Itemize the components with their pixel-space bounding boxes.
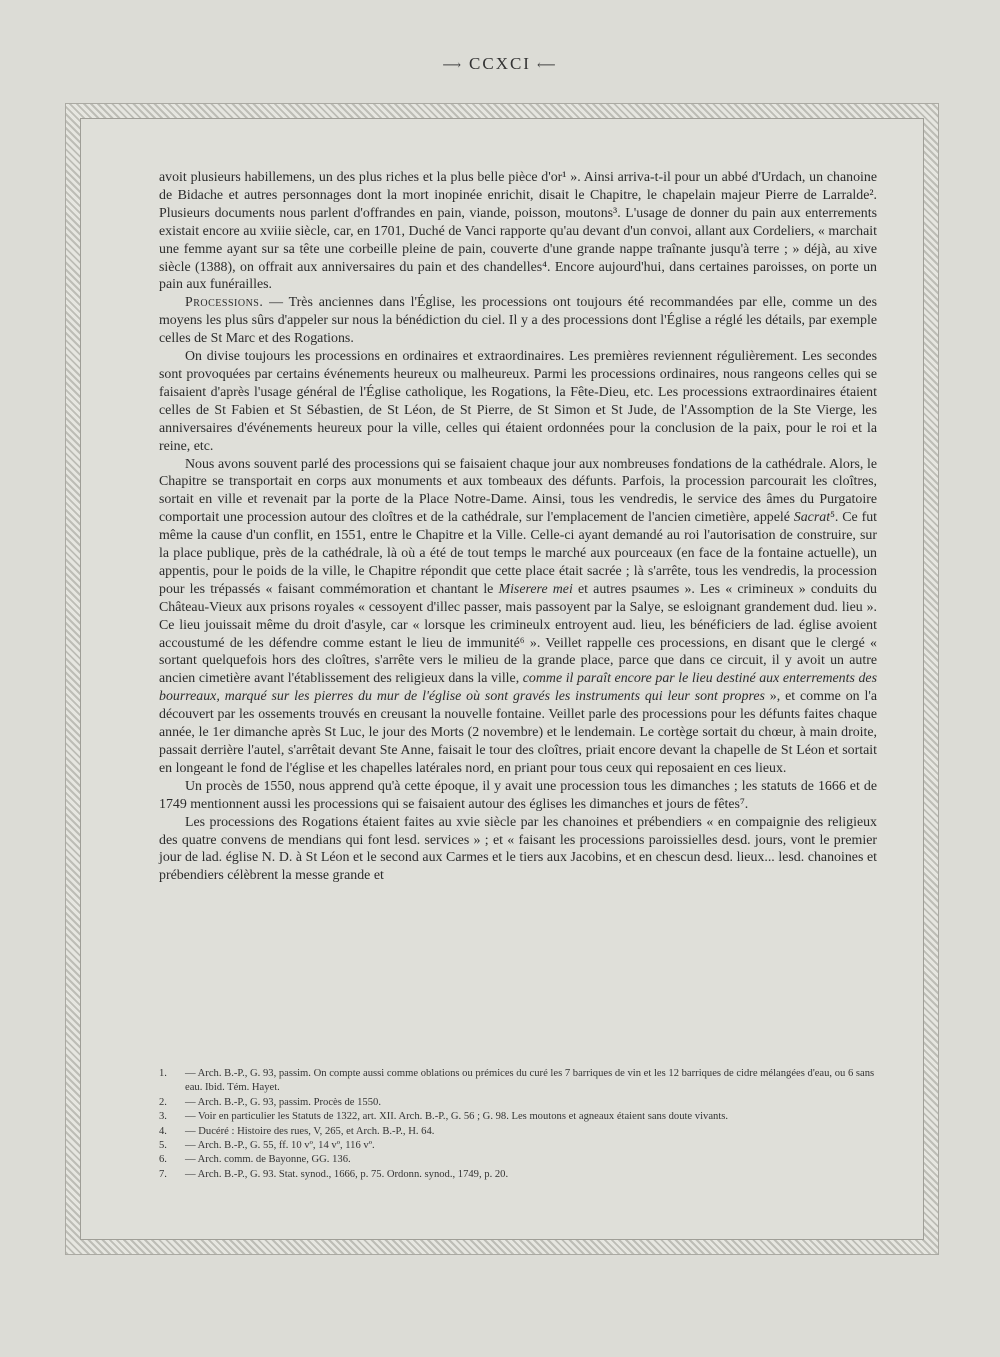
page-header — [0, 54, 1000, 74]
paragraph-ordinary-extraordinary: On divise toujours les processions en ordinaires et extraordinaires. Les premières reviennent régulièrement. Les secondes sont provoquées par certains événements heureux ou malheureux. Parmi les processions ordinaires, nous rangeons celles qui se faisaient d'après l'usage général de l'Église catholique, les Rogations, la Fête-Dieu, etc. Les processions extraordinaires étaient celles de St Fabien et St Sébastien, de St Léon, de St Pierre, de St Simon et St Jude, de l'Assomption de la Ste Vierge, les anniversaires d'événements heureux pour la ville, celles qui étaient ordonnées pour la conclusion de la paix, pour le roi et la reine, etc. — [159, 349, 877, 454]
footnote — [159, 1096, 877, 1110]
paragraph-processions-text: — Très anciennes dans l'Église, les processions ont toujours été recommandées par elle, comme un des moyens les plus sûrs d'appeler sur nous la bénédiction du ciel. Il y a des processions dont l'Église a réglé les détails, par exemple celles de St Marc et des Rogations. — [159, 295, 877, 347]
footnote-number: 3. — [159, 1111, 167, 1123]
footnote — [159, 1139, 877, 1153]
footnote-text: — Arch. B.-P., G. 93. Stat. synod., 1666, p. 75. Ordonn. synod., 1749, p. 20. — [185, 1168, 509, 1180]
italic-quote: comme il paraît encore par le lieu destiné aux enterrements des bourreaux, marqué sur les pierres du mur de l'église où sont gravés les instruments qui leur sont propres — [159, 671, 877, 705]
text-segment: ⁵. Ce fut même la cause d'un conflit, en 1551, entre le Chapitre et la Ville. Celle-ci ayant demandé au roi l'autorisation de construire, sur la place publique, près de la cathédrale, là où a été de tout temps le marché aux pourceaux (en face de la fontaine actuelle), un appentis, pour le poids de la ville, le Chapitre répondit que cette place était sacrée ; là s'arrête, tous les vendredis, la procession pour les trépassés « faisant commémoration et chantant le — [159, 510, 877, 597]
footnote-text: — Voir en particulier les Statuts de 1322, art. XII. Arch. B.-P., G. 56 ; G. 98. Les moutons et agneaux étaient sans doute vivants. — [185, 1111, 729, 1123]
paragraph-cathedral-processions — [159, 456, 877, 778]
footnote-text: — Arch. B.-P., G. 55, ff. 10 vº, 14 vº, 116 vº. — [185, 1140, 375, 1152]
paragraph-processions-intro — [159, 294, 877, 348]
footnote — [159, 1110, 877, 1124]
footnote-number: 1. — [159, 1068, 167, 1079]
footnote — [159, 1153, 877, 1167]
text-segment: », et comme on l'a découvert par les ossements trouvés en creusant la nouvelle fontaine. Veillet parle des processions pour les défunts faites chaque année, le 1er dimanche après St Luc, le jour des Morts (2 novembre) et le lendemain. Le cortège sortait du chœur, à main droite, passait derrière l'autel, s'arrêtait devant Ste Anne, faisait le tour des cloîtres, priait encore devant la chapelle de St Léon et sortait en longeant le fond de l'église et les chapelles latérales nord, en priant pour tous ceux qui reposaient en ces lieux. — [159, 689, 877, 776]
footnote-text: — Ducéré : Histoire des rues, V, 265, et Arch. B.-P., H. 64. — [185, 1125, 435, 1137]
footnote — [159, 1168, 877, 1182]
main-text — [159, 169, 877, 885]
italic-term: Sacrat — [793, 510, 831, 526]
page-panel — [80, 118, 924, 1240]
right-ornament: ⟵ — [536, 57, 558, 72]
footnote-text: — Arch. B.-P., G. 93, passim. On compte aussi comme oblations ou prémices du curé les 7 barriques de vin et les 12 barriques de cidre mélangées d'eau, ou 6 sans eau. Ibid. Tém. Hayet. — [185, 1068, 875, 1094]
left-ornament: ⟶ — [442, 57, 464, 72]
footnotes — [159, 1067, 877, 1182]
footnote-text: — Arch. B.-P., G. 93, passim. Procès de 1550. — [185, 1096, 381, 1108]
footnote-number: 6. — [159, 1154, 167, 1166]
footnote-number: 5. — [159, 1140, 167, 1152]
section-heading-processions: Processions. — [185, 295, 264, 311]
footnote — [159, 1067, 877, 1096]
paragraph-offerings: avoit plusieurs habillemens, un des plus riches et la plus belle pièce d'or¹ ». Ainsi arriva-t-il pour un abbé d'Urdach, un chanoine de Bidache et autres personnages dont la mort inopinée enrichit, disait le Chapitre, le chapelain majeur Pierre de Larralde². Plusieurs documents nous parlent d'offrandes en pain, viande, poisson, moutons³. L'usage de donner du pain aux enterrements existait encore au xviiie siècle, car, en 1701, Duché de Vanci rapporte qu'au devant d'un convoi, allant aux Cordeliers, « marchait une femme ayant sur sa tête une corbeille pleine de pain, couverte d'une grande nappe traînante jusqu'à terre ; » déjà, au xive siècle (1388), on offrait aux anniversaires du pain et des chandelles⁴. Encore aujourd'hui, dans certaines paroisses, on porte un pain aux funérailles. — [159, 170, 877, 293]
text-segment: Nous avons souvent parlé des processions qui se faisaient chaque jour aux nombreuses fondations de la cathédrale. Alors, le Chapitre se transportait en corps aux monuments et aux tombeaux des défunts. Parfois, la procession parcourait les cloîtres, sortait en ville et revenait par la porte de la Place Notre-Dame. Ainsi, tous les vendredis, le service des âmes du Purgatoire comportait une procession autour des cloîtres et de la cathédrale, sur l'emplacement de l'ancien cimetière, appelé — [159, 456, 877, 526]
footnote — [159, 1125, 877, 1139]
footnote-number: 2. — [159, 1096, 167, 1108]
italic-term: Miserere mei — [498, 581, 573, 597]
footnote-text: — Arch. comm. de Bayonne, GG. 136. — [185, 1154, 351, 1166]
footnote-number: 7. — [159, 1168, 167, 1180]
page-number: CCXCI — [469, 54, 531, 73]
paragraph-sunday-processions: Un procès de 1550, nous apprend qu'à cette époque, il y avait une procession tous les dimanches ; les statuts de 1666 et de 1749 mentionnent aussi les processions qui se faisaient autour des églises les dimanches et jours de fêtes⁷. — [159, 778, 877, 812]
paragraph-rogations: Les processions des Rogations étaient faites au xvie siècle par les chanoines et prébendiers « en compaignie des religieux des quatre convens de mendians qui font lesd. services » ; et « faisant les processions paroissielles desd. jours, vont le premier jour de lad. église N. D. à St Léon et le second aux Carmes et le tiers aux Jacobins, et en chescun desd. lieux... lesd. chanoines et prébendiers célèbrent la messe grande et — [159, 814, 877, 884]
decorative-border-frame — [66, 104, 938, 1254]
text-segment: et autres psaumes ». Les « crimineux » conduits du Château-Vieux aux prisons royales « cessoyent d'illec passer, mais passoyent par la Salye, se esloignant grandement dud. lieu ». Ce lieu jouissait même du droit d'asyle, car « lorsque les crimineulx entroyent aud. lieu, les bénéficiers de lad. église avoient accoustumé de les défendre comme estant le lieu de immunité⁶ ». Veillet rappelle ces processions, en disant que le clergé « sortant quelquefois hors des cloîtres, s'arrête vers le milieu de la grande place, parce que dans ce circuit, il y avoit un autre ancien cimetière avant l'établissement des religieux dans la ville, — [159, 581, 877, 687]
footnote-number: 4. — [159, 1125, 167, 1137]
